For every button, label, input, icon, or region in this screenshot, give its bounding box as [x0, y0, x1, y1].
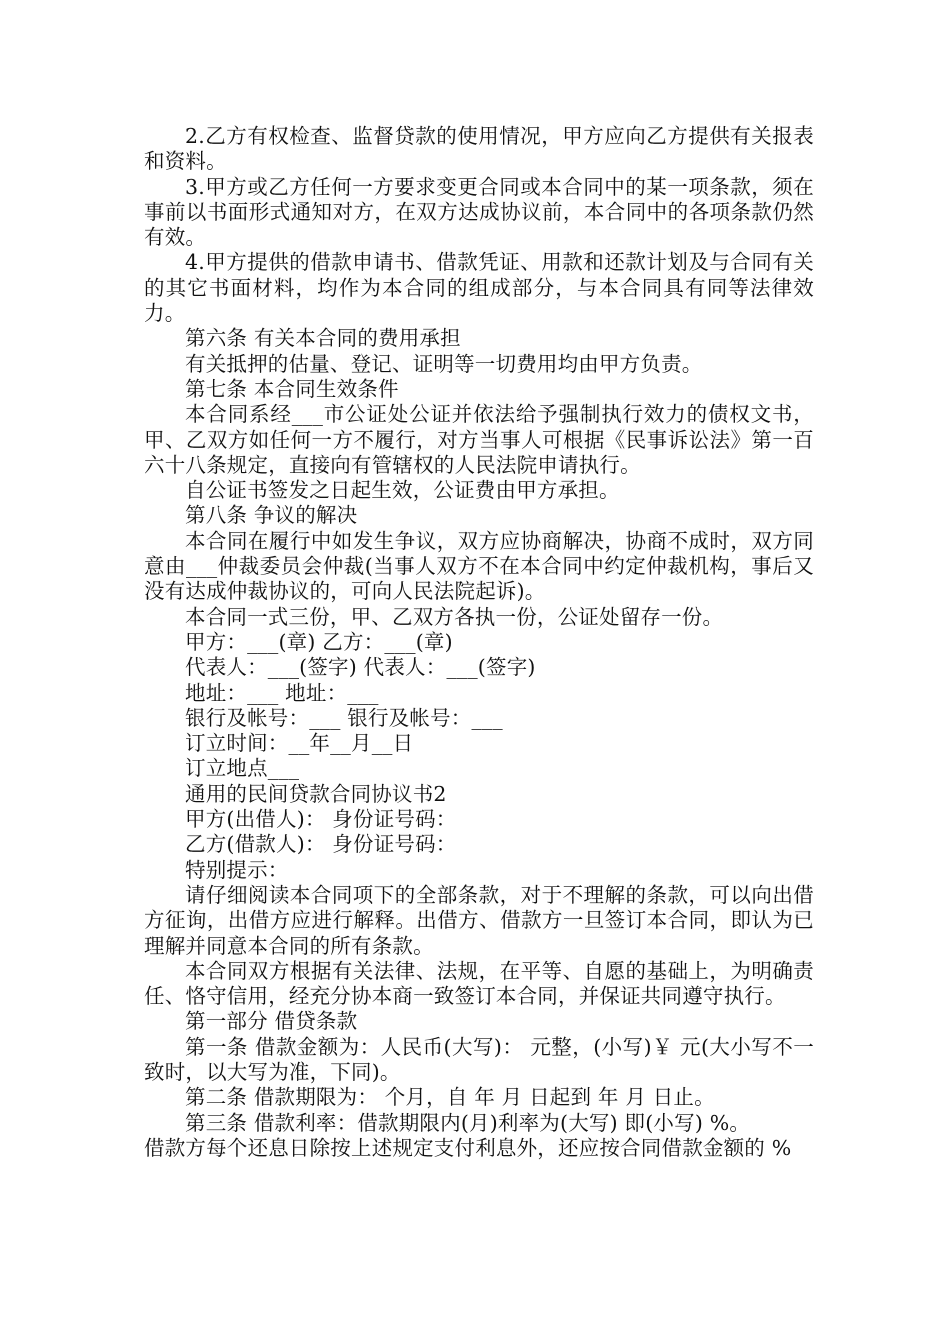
clause-paragraph: 本合同在履行中如发生争议，双方应协商解决，协商不成时，双方同意由___仲裁委员会仲裁(当事人双方不在本合同中约定仲裁机构，事后又没有达成仲裁协议的，可向人民法院起诉)。: [144, 528, 814, 604]
clause-paragraph: 借款方每个还息日除按上述规定支付利息外，还应按合同借款金额的 %: [144, 1135, 792, 1160]
signature-line-party: 甲方：___(章) 乙方：___(章): [185, 629, 453, 654]
clause-paragraph: 3.甲方或乙方任何一方要求变更合同或本合同中的某一项条款，须在事前以书面形式通知对方，在双方达成协议前，本合同中的各项条款仍然有效。: [144, 174, 814, 250]
article-heading: 第六条 有关本合同的费用承担: [185, 326, 461, 351]
clause-paragraph: 2.乙方有权检查、监督贷款的使用情况，甲方应向乙方提供有关报表和资料。: [144, 124, 814, 174]
clause-paragraph: 第一条 借款金额为：人民币(大写)： 元整，(小写)￥ 元(大小写不一致时，以大写为准，下同)。: [144, 1034, 814, 1084]
party-lender-line: 甲方(出借人)： 身份证号码：: [185, 807, 457, 832]
clause-paragraph: 4.甲方提供的借款申请书、借款凭证、用款和还款计划及与合同有关的其它书面材料，均作为本合同的组成部分，与本合同具有同等法律效力。: [144, 250, 814, 326]
clause-paragraph: 自公证书签发之日起生效，公证费由甲方承担。: [185, 478, 620, 503]
signature-line-bank: 银行及帐号：___ 银行及帐号：___: [185, 705, 503, 730]
section-title: 通用的民间贷款合同协议书2: [185, 781, 447, 806]
clause-paragraph: 有关抵押的估量、登记、证明等一切费用均由甲方负责。: [185, 351, 703, 376]
clause-paragraph: 本合同系经___市公证处公证并依法给予强制执行效力的债权文书，甲、乙双方如任何一方不履行，对方当事人可根据《民事诉讼法》第一百六十八条规定，直接向有管辖权的人民法院申请执行。: [144, 402, 814, 477]
signature-line-place: 订立地点___: [185, 756, 300, 781]
part-heading: 第一部分 借贷条款: [185, 1009, 358, 1034]
article-heading: 第七条 本合同生效条件: [185, 376, 399, 401]
clause-paragraph: 第三条 借款利率：借款期限内(月)利率为(大写) 即(小写) %。: [185, 1110, 751, 1135]
clause-paragraph: 本合同一式三份，甲、乙双方各执一份，公证处留存一份。: [185, 604, 724, 629]
article-heading: 第八条 争议的解决: [185, 503, 358, 528]
signature-line-address: 地址：___ 地址：___: [185, 680, 379, 705]
clause-paragraph: 请仔细阅读本合同项下的全部条款，对于不理解的条款，可以向出借方征询，出借方应进行解释。出借方、借款方一旦签订本合同，即认为已理解并同意本合同的所有条款。: [144, 882, 814, 958]
clause-paragraph: 本合同双方根据有关法律、法规，在平等、自愿的基础上，为明确责任、恪守信用，经充分协本商一致签订本合同，并保证共同遵守执行。: [144, 958, 814, 1009]
document-body: [144, 124, 814, 1161]
clause-paragraph: 第二条 借款期限为： 个月，自 年 月 日起到 年 月 日止。: [185, 1085, 715, 1110]
signature-line-representative: 代表人：___(签字) 代表人：___(签字): [185, 655, 536, 680]
signature-line-date: 订立时间：__年__月__日: [185, 731, 414, 756]
party-borrower-line: 乙方(借款人)： 身份证号码：: [185, 832, 457, 857]
special-notice-heading: 特别提示：: [185, 857, 289, 882]
